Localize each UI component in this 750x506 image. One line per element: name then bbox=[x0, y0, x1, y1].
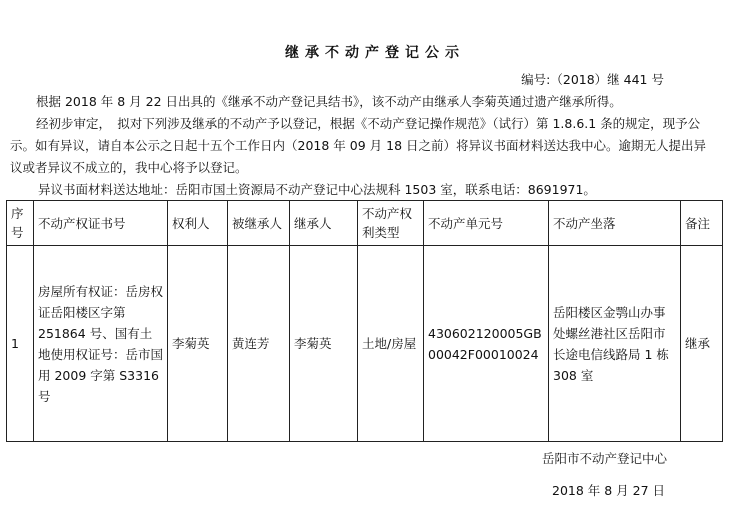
header-remark: 备注 bbox=[681, 201, 723, 246]
header-right-type: 不动产权利类型 bbox=[358, 201, 424, 246]
cell-owner: 李菊英 bbox=[168, 246, 228, 442]
inheritance-table bbox=[6, 200, 723, 442]
notice-title: 继承不动产登记公示 bbox=[285, 45, 465, 61]
cell-unit-no: 430602120005GB00042F00010024 bbox=[424, 246, 549, 442]
cell-decedent: 黄连芳 bbox=[228, 246, 290, 442]
cell-right-type: 土地/房屋 bbox=[358, 246, 424, 442]
notice-paragraph-basis: 根据 2018 年 8 月 22 日出具的《继承不动产登记具结书》，该不动产由继承人李菊英通过遗产继承所得。 bbox=[36, 94, 622, 109]
header-owner: 权利人 bbox=[168, 201, 228, 246]
objection-address: 异议书面材料送达地址：岳阳市国土资源局不动产登记中心法规科 1503 室，联系电话：8691971。 bbox=[38, 182, 596, 197]
cell-certificate: 房屋所有权证：岳房权证岳阳楼区字第 251864 号、国有土地使用权证号：岳市国用 2009 字第 S3316 号 bbox=[34, 246, 168, 442]
cell-heir: 李菊英 bbox=[290, 246, 358, 442]
header-unit-no: 不动产单元号 bbox=[424, 201, 549, 246]
table-row bbox=[7, 246, 723, 442]
header-decedent: 被继承人 bbox=[228, 201, 290, 246]
issuing-organization: 岳阳市不动产登记中心 bbox=[542, 451, 668, 466]
notice-paragraph-objection: 经初步审定， 拟对下列涉及继承的不动产予以登记，根据《不动产登记操作规范》（试行）第 1.8.6.1 条的规定，现予公示。如有异议，请自本公示之日起十五个工作日内（2018 年 09 月 18 日之前）将异议书面材料送达我中心。逾期无人提出异议或者异议不成立的，我中心将予以登记。 bbox=[10, 116, 706, 175]
header-heir: 继承人 bbox=[290, 201, 358, 246]
document-number: 编号:（2018）继 441 号 bbox=[521, 72, 664, 87]
cell-remark: 继承 bbox=[681, 246, 723, 442]
table-header-row bbox=[7, 201, 723, 246]
header-serial: 序号 bbox=[7, 201, 34, 246]
issue-date: 2018 年 8 月 27 日 bbox=[552, 483, 666, 498]
cell-location: 岳阳楼区金鹗山办事处螺丝港社区岳阳市长途电信线路局 1 栋 308 室 bbox=[549, 246, 681, 442]
header-certificate: 不动产权证书号 bbox=[34, 201, 168, 246]
cell-serial: 1 bbox=[7, 246, 34, 442]
header-location: 不动产坐落 bbox=[549, 201, 681, 246]
